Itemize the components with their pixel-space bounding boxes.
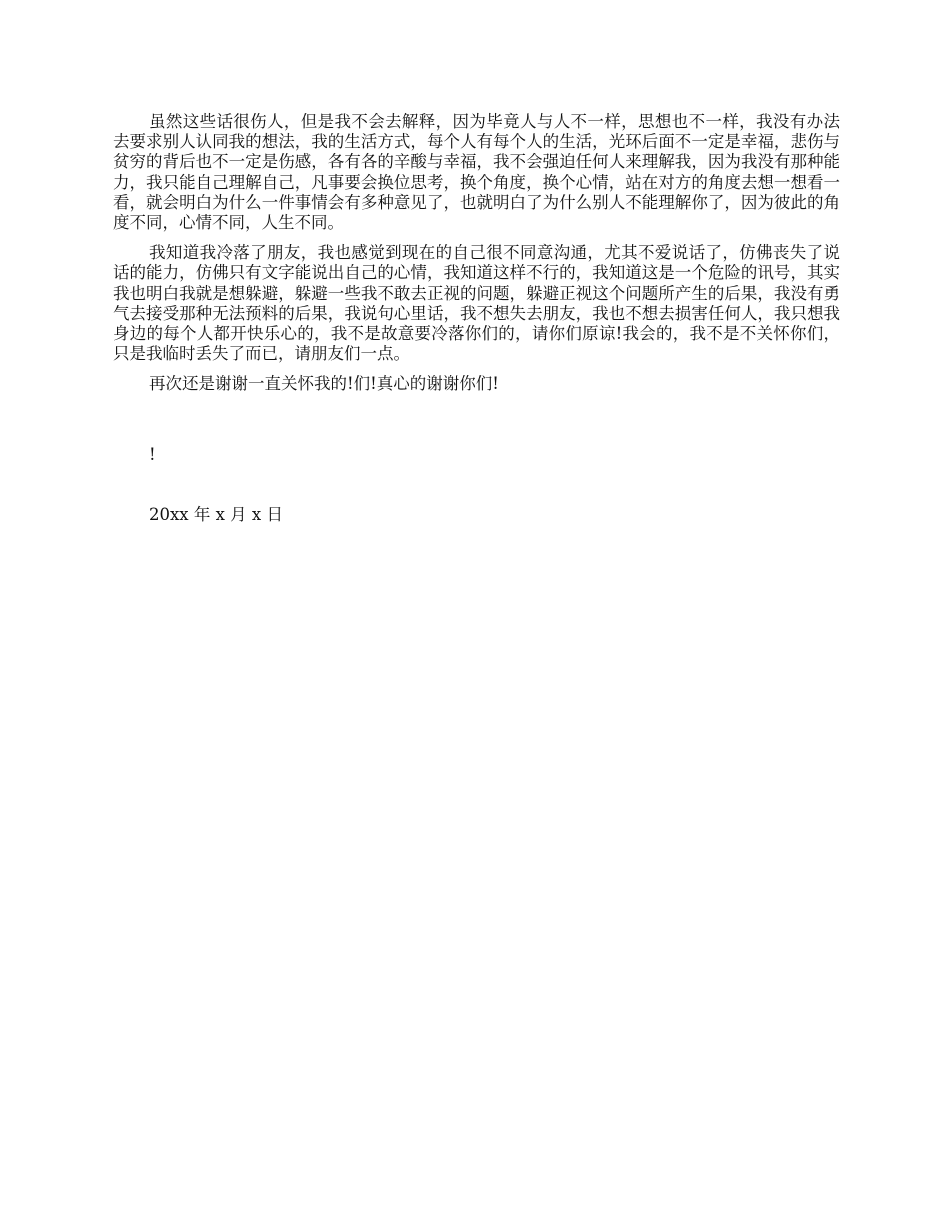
spacer — [113, 465, 840, 505]
spacer — [113, 405, 840, 445]
paragraph-1: 虽然这些话很伤人，但是我不会去解释，因为毕竟人与人不一样，思想也不一样，我没有办法去要求别人认同我的想法，我的生活方式，每个人有每个人的生活，光环后面不一定是幸福，悲伤与贫穷的背后也不一定是伤感，各有各的辛酸与幸福，我不会强迫任何人来理解我，因为我没有那种能力，我只能自己理解自己，凡事要会换位思考，换个角度，换个心情，站在对方的角度去想一想看一看，就会明白为什么一件事情会有多种意见了，也就明白了为什么别人不能理解你了，因为彼此的角度不同，心情不同，人生不同。 — [113, 112, 840, 233]
paragraph-3: 再次还是谢谢一直关怀我的!们!真心的谢谢你们! — [149, 374, 499, 394]
date-line: 20xx 年 x 月 x 日 — [149, 504, 283, 524]
exclamation-line: ! — [149, 444, 156, 464]
paragraph-2: 我知道我冷落了朋友，我也感觉到现在的自己很不同意沟通，尤其不爱说话了，仿佛丧失了说话的能力，仿佛只有文字能说出自己的心情，我知道这样不行的，我知道这是一个危险的讯号，其实我也明白我就是想躲避，躲避一些我不敢去正视的问题，躲避正视这个问题所产生的后果，我没有勇气去接受那种无法预料的后果，我说句心里话，我不想失去朋友，我也不想去损害任何人，我只想我身边的每个人都开快乐心的，我不是故意要冷落你们的，请你们原谅!我会的，我不是不关怀你们，只是我临时丢失了而已，请朋友们一点。 — [113, 243, 840, 364]
document-body — [113, 112, 840, 525]
